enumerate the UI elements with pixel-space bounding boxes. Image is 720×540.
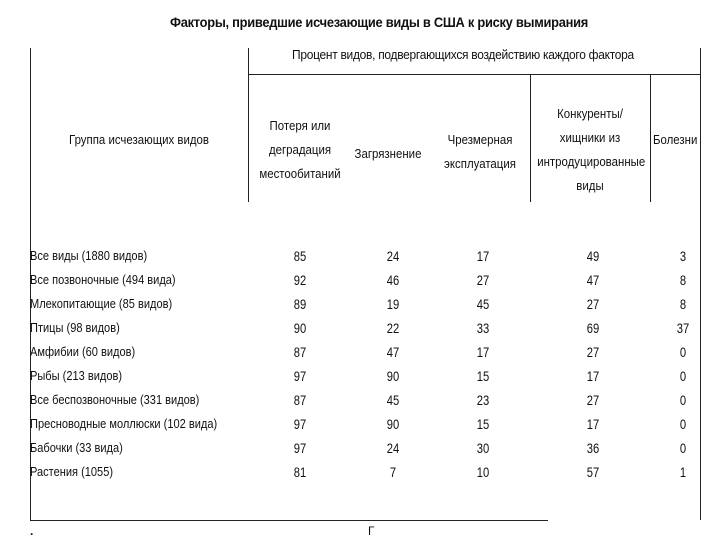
header-overexploitation-line-2: эксплуатация: [444, 156, 516, 171]
table-cell: 3: [679, 248, 687, 264]
table-cell: 45: [476, 296, 490, 312]
header-invasive-line-1: Конкуренты/: [557, 106, 623, 121]
table-cell: 0: [679, 392, 687, 408]
table-title: Факторы, приведшие исчезающие виды в США к риску вымирания: [170, 14, 588, 30]
table-cell: 33: [476, 320, 490, 336]
table-cell: 23: [476, 392, 490, 408]
table-cell: 24: [386, 248, 400, 264]
table-cell: 27: [476, 272, 490, 288]
table-cell: 19: [386, 296, 400, 312]
row-label: Птицы (98 видов): [30, 320, 120, 335]
table-cell: 17: [476, 344, 490, 360]
bottom-rule: [30, 520, 548, 521]
header-invasive-line-3: интродуцированные: [537, 154, 646, 169]
table-cell: 85: [293, 248, 307, 264]
header-overexploitation-line-1: Чрезмерная: [447, 132, 513, 147]
table-cell: 22: [386, 320, 400, 336]
table-cell: 7: [389, 464, 397, 480]
table-cell: 10: [476, 464, 490, 480]
table-cell: 17: [586, 368, 600, 384]
row-label: Растения (1055): [30, 464, 114, 479]
table-cell: 81: [293, 464, 307, 480]
table-cell: 1: [679, 464, 687, 480]
table-cell: 47: [586, 272, 600, 288]
table-cell: 69: [586, 320, 600, 336]
table-cell: 27: [586, 344, 600, 360]
table-cell: 90: [386, 416, 400, 432]
column-divider-3: [650, 75, 651, 202]
table-cell: 97: [293, 440, 307, 456]
table-cell: 8: [679, 272, 687, 288]
table-cell: 30: [476, 440, 490, 456]
table-cell: 92: [293, 272, 307, 288]
table-cell: 46: [386, 272, 400, 288]
header-pollution-line-1: Загрязнение: [354, 146, 422, 161]
header-habitat-line-3: местообитаний: [259, 166, 341, 181]
row-label: Млекопитающие (85 видов): [30, 296, 173, 311]
header-group-label: Группа исчезающих видов: [69, 132, 209, 147]
row-label: Все беспозвоночные (331 видов): [30, 392, 200, 407]
table-cell: 97: [293, 368, 307, 384]
table-cell: 90: [293, 320, 307, 336]
subheader-top-rule: [248, 74, 700, 75]
table-cell: 17: [476, 248, 490, 264]
table-cell: 24: [386, 440, 400, 456]
table-cell: 27: [586, 296, 600, 312]
table-cell: 0: [679, 368, 687, 384]
header-pollution: [353, 142, 423, 166]
header-overexploitation: [436, 128, 524, 176]
table-cell: 90: [386, 368, 400, 384]
table-cell: 15: [476, 368, 490, 384]
column-divider-2: [530, 75, 531, 202]
table-cell: 8: [679, 296, 687, 312]
header-group: [43, 128, 235, 152]
table-cell: 47: [386, 344, 400, 360]
row-label: Бабочки (33 вида): [30, 440, 123, 455]
right-border: [700, 48, 701, 520]
table-cell: 89: [293, 296, 307, 312]
table-cell: 27: [586, 392, 600, 408]
table-cell: 87: [293, 344, 307, 360]
column-divider-1: [248, 48, 249, 202]
table-cell: 87: [293, 392, 307, 408]
table-cell: 37: [676, 320, 690, 336]
row-label: Пресноводные моллюски (102 вида): [30, 416, 218, 431]
header-habitat-loss: [256, 114, 344, 186]
header-disease-line-1: Болезни: [653, 132, 698, 147]
table-subheader: Процент видов, подвергающихся воздействию каждого фактора: [292, 47, 634, 62]
header-invasive-line-4: виды: [576, 178, 604, 193]
header-disease: [653, 128, 697, 152]
header-invasive-line-2: хищники из: [559, 130, 621, 145]
table-cell: 45: [386, 392, 400, 408]
header-invasive-species: [537, 102, 646, 198]
table-cell: 49: [586, 248, 600, 264]
stray-dot-mark: .: [30, 524, 34, 538]
table-cell: 97: [293, 416, 307, 432]
table-cell: 0: [679, 416, 687, 432]
row-label: Все виды (1880 видов): [30, 248, 148, 263]
table-cell: 0: [679, 344, 687, 360]
row-label: Амфибии (60 видов): [30, 344, 136, 359]
header-habitat-line-2: деградация: [268, 142, 332, 157]
table-cell: 15: [476, 416, 490, 432]
row-label: Рыбы (213 видов): [30, 368, 123, 383]
table-cell: 57: [586, 464, 600, 480]
header-habitat-line-1: Потеря или: [269, 118, 331, 133]
row-label: Все позвоночные (494 вида): [30, 272, 176, 287]
table-cell: 36: [586, 440, 600, 456]
table-cell: 0: [679, 440, 687, 456]
stray-corner-mark: Г: [368, 524, 375, 538]
table-cell: 17: [586, 416, 600, 432]
